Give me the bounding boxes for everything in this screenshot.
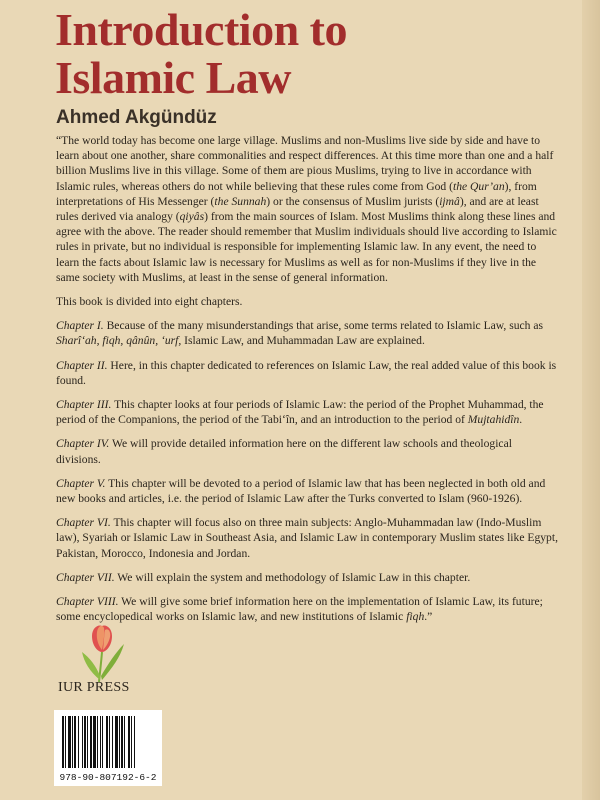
blurb-chapter-3 [56,397,558,427]
text-run: We will give some brief information here on the implementation of Islamic Law, its future; some encyclopedical works on Islamic law, and new institutions of Islamic [56,595,543,624]
text-run: Because of the many misunderstandings that arise, some terms related to Islamic Law, such as [103,319,544,333]
text-run: This book is divided into eight chapters. [56,295,243,309]
text-run: Chapter VI. [56,516,111,530]
text-run: We will provide detailed information here on the different law schools and theological divisions. [56,437,512,466]
text-run: ), and are at least rules derived via analogy ( [56,194,539,224]
text-run: Mujtahidîn [467,413,520,427]
text-run: Sharî‘ah, fiqh, qânûn, ‘urf, [56,334,182,348]
book-title [55,6,347,102]
text-run: Chapter IV. [56,437,110,451]
text-run: Chapter I. [56,319,104,333]
text-run: ) or the consensus of Muslim jurists ( [266,194,440,208]
author-name: Ahmed Akgündüz [56,107,217,128]
spine-edge [582,0,600,800]
back-cover-blurb [56,133,558,633]
publisher-name: IUR PRESS [58,680,130,695]
tulip-icon [78,622,128,684]
text-run: . [519,413,523,427]
title-line-1: Introduction to [55,4,347,55]
barcode [54,710,162,786]
blurb-chapter-8 [56,594,558,624]
text-run: Chapter VIII. [56,595,119,609]
text-run: This chapter will focus also on three main subjects: Anglo-Muhammadan law (Indo-Muslim law), Syariah or Islamic Law in Southeast Asia, and Islamic Law in contemporary Muslim states like Egypt, Pakistan, Morocco, Indonesia and Jordan. [56,516,558,560]
text-run: the Sunnah [214,194,267,208]
text-run: Islamic Law, and Muhammadan Law are explained. [181,334,425,348]
blurb-chapter-5 [56,476,558,506]
text-run: Chapter V. [56,476,106,490]
barcode-bars [60,716,156,768]
text-run: .” [424,610,433,624]
text-run: Chapter VII. [56,570,115,584]
text-run: ), from interpretations of His Messenger ( [56,179,537,208]
blurb-chapter-7 [56,570,558,585]
blurb-chapter-6 [56,515,558,561]
text-run: fiqh [406,610,425,624]
text-run: This chapter looks at four periods of Islamic Law: the period of the Prophet Muhammad, the period of the Companions, the period of the Tabi‘în, and an introduction to the period of [56,398,544,427]
blurb-divided [56,294,558,309]
text-run: Chapter II. [56,358,108,372]
blurb-chapter-1 [56,318,558,348]
blurb-chapter-2 [56,358,558,388]
text-run: the Qur’an [452,179,505,193]
blurb-intro [56,133,558,285]
text-run: This chapter will be devoted to a period of Islamic law that has been neglected in both old and new books and articles, i.e. the period of Islamic Law after the Turks converted to Islam (960-1926). [56,476,546,506]
text-run: ) from the main sources of Islam. Most Muslims think along these lines and agree with the above. The reader should remember that Muslim individuals should live according to Islamic rules in private, but no individual is responsible for implementing Islamic law. In any event, the need to learn the facts about Islamic law is necessary for Muslims as well as for non-Muslims if they live in the same society with Muslims, at least in the sense of general information. [56,210,557,284]
blurb-chapter-4 [56,436,558,466]
text-run: Chapter III. [56,398,112,412]
isbn-number: 978-90-807192-6-2 [59,772,157,783]
text-run: Here, in this chapter dedicated to references on Islamic Law, the real added value of this book is found. [56,358,557,387]
text-run: qiyâs [179,210,205,224]
text-run: “The world today has become one large village. Muslims and non-Muslims live side by side and have to learn about one another, share commonalities and respect differences. At this time more than one and a half billion Muslims live in this village. Some of them are pious Muslims, trying to live in accordance with Islamic rules, whereas others do not while believing that these rules come from God ( [56,134,554,193]
text-run: ijmâ [439,194,460,208]
title-line-2: Islamic Law [55,52,291,103]
text-run: We will explain the system and methodology of Islamic Law in this chapter. [114,570,471,584]
